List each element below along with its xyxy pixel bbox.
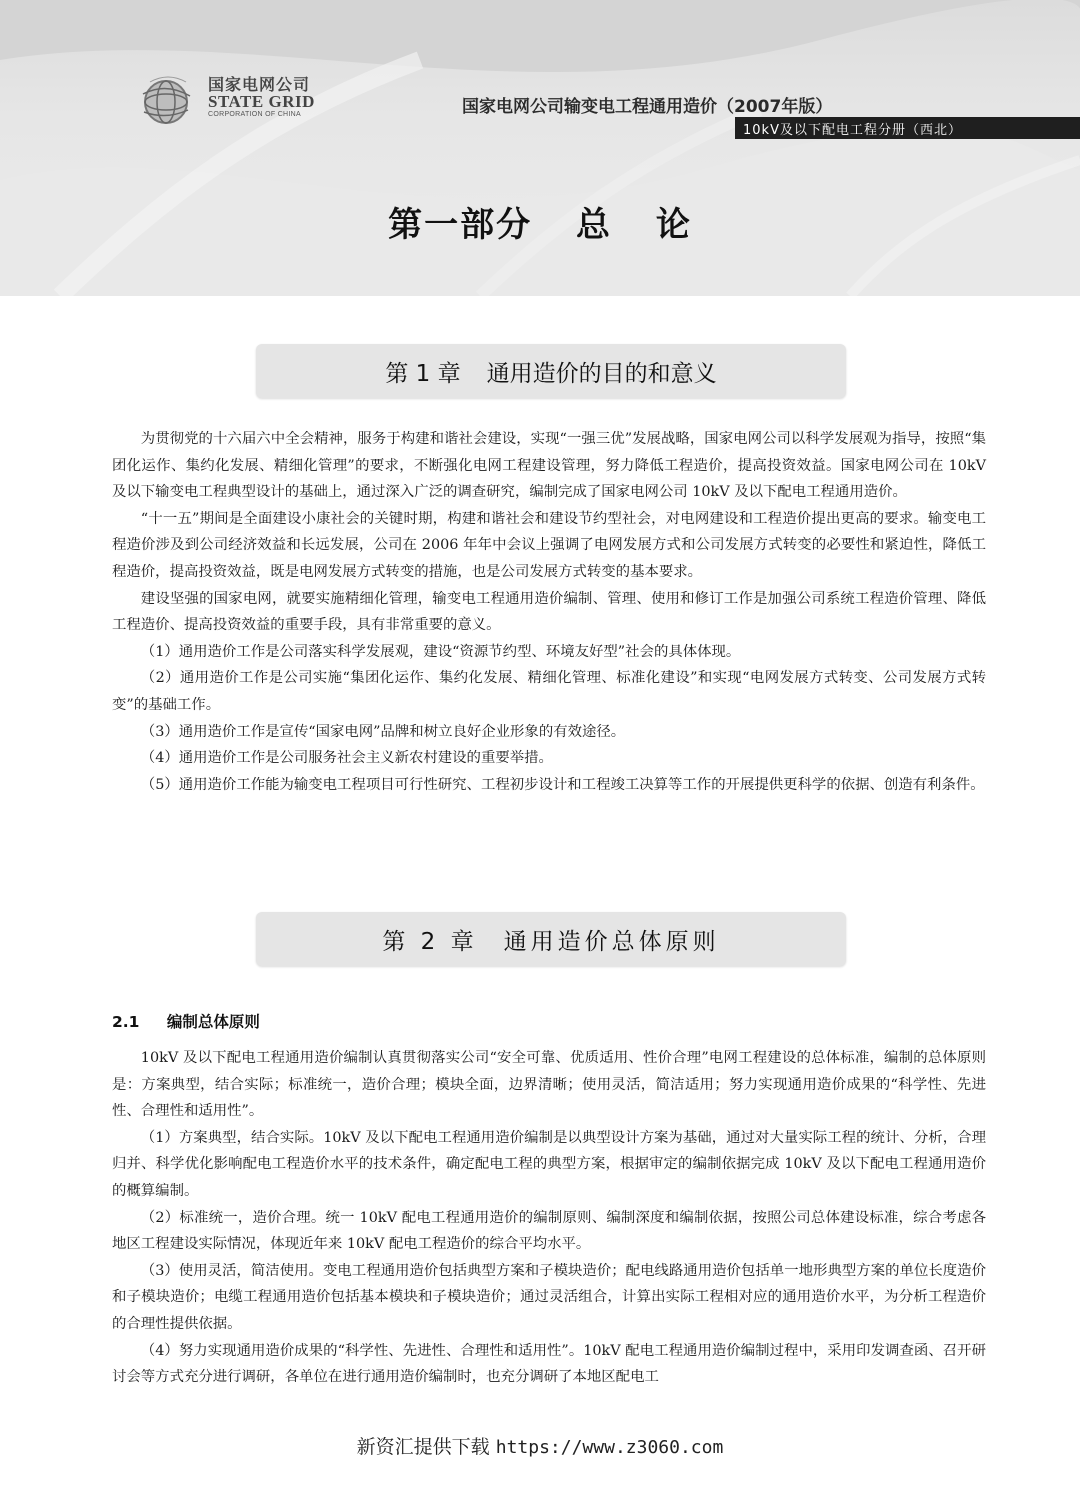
footer-url[interactable]: https://www.z3060.com xyxy=(495,1437,724,1458)
chapter-1-body xyxy=(112,426,986,798)
chapter-number: 第 2 章 xyxy=(382,928,478,955)
header-banner xyxy=(0,0,1080,296)
paragraph: 为贯彻党的十六届六中全会精神，服务于构建和谐社会建设，实现“一强三优”发展战略，国家电网公司以科学发展观为指导，按照“集团化运作、集约化发展、精细化管理”的要求，不断强化电网工程建设管理，努力降低工程造价，提高投资效益。国家电网公司在 10kV 及以下输变电工程典型设计的基础上，通过深入广泛的调查研究，编制完成了国家电网公司 10kV 及以下配电工程通用造价。 xyxy=(112,431,986,501)
paragraph: （3）使用灵活，简洁使用。变电工程通用造价包括典型方案和子模块造价；配电线路通用造价包括单一地形典型方案的单位长度造价和子模块造价；电缆工程通用造价包括基本模块和子模块造价；通过灵活组合，计算出实际工程相对应的通用造价水平，为分析工程造价的合理性提供依据。 xyxy=(112,1262,986,1332)
section-number: 2.1 xyxy=(112,1013,140,1031)
paragraph: “十一五”期间是全面建设小康社会的关键时期，构建和谐社会和建设节约型社会，对电网建设和工程造价提出更高的要求。输变电工程造价涉及到公司经济效益和长远发展，公司在 2006 年年中会议上强调了电网发展方式和公司发展方式转变的必要性和紧迫性，降低工程造价，提高投资效益，既是电网发展方式转变的措施，也是公司发展方式转变的基本要求。 xyxy=(112,510,986,580)
logo-english-name: STATE GRID xyxy=(208,92,315,111)
chapter-number: 第 1 章 xyxy=(385,360,461,387)
paragraph: （4）通用造价工作是公司服务社会主义新农村建设的重要举措。 xyxy=(140,750,553,767)
series-subtitle: 10kV及以下配电工程分册（西北） xyxy=(743,123,962,138)
paragraph: （4）努力实现通用造价成果的“科学性、先进性、合理性和适用性”。10kV 配电工程通用造价编制过程中，采用印发调查函、召开研讨会等方式充分进行调研，各单位在进行通用造价编制时，也充分调研了本地区配电工 xyxy=(112,1342,986,1386)
paragraph: 10kV 及以下配电工程通用造价编制认真贯彻落实公司“安全可靠、优质适用、性价合理”电网工程建设的总体标准，编制的总体原则是：方案典型，结合实际；标准统一，造价合理；模块全面，边界清晰；使用灵活，简洁适用；努力实现通用造价成果的“科学性、先进性、合理性和适用性”。 xyxy=(112,1050,986,1120)
paragraph: （1）方案典型，结合实际。10kV 及以下配电工程通用造价编制是以典型设计方案为基础，通过对大量实际工程的统计、分析，合理归并、科学优化影响配电工程造价水平的技术条件，确定配电工程的典型方案，根据审定的编制依据完成 10kV 及以下配电工程通用造价的概算编制。 xyxy=(112,1129,986,1199)
paragraph: （3）通用造价工作是宣传“国家电网”品牌和树立良好企业形象的有效途径。 xyxy=(140,723,626,740)
chapter-title: 通用造价总体原则 xyxy=(503,928,720,955)
series-title: 国家电网公司输变电工程通用造价（2007年版） xyxy=(462,97,833,117)
footer-text: 新资汇提供下载 xyxy=(356,1436,490,1458)
chapter-title: 通用造价的目的和意义 xyxy=(486,360,717,387)
section-heading xyxy=(112,1010,260,1032)
state-grid-logo xyxy=(140,70,340,130)
paragraph: （2）标准统一，造价合理。统一 10kV 配电工程通用造价的编制原则、编制深度和编制依据，按照公司总体建设标准，综合考虑各地区工程建设实际情况，体现近年来 10kV 配电工程造价的综合平均水平。 xyxy=(112,1209,986,1253)
footer-watermark xyxy=(0,1432,1080,1459)
series-subtitle-strip xyxy=(735,117,1080,139)
chapter-1-heading xyxy=(256,344,846,398)
paragraph: （2）通用造价工作是公司实施“集团化运作、集约化发展、精细化管理、标准化建设”和实现“电网发展方式转变、公司发展方式转变”的基础工作。 xyxy=(112,670,986,713)
chapter-2-heading xyxy=(256,912,846,966)
logo-chinese-name: 国家电网公司 xyxy=(208,75,311,94)
section-2-1-body xyxy=(112,1045,986,1391)
section-title: 编制总体原则 xyxy=(166,1013,260,1031)
part-title: 第一部分 总 论 xyxy=(388,205,692,245)
paragraph: （5）通用造价工作能为输变电工程项目可行性研究、工程初步设计和工程竣工决算等工作的开展提供更科学的依据、创造有利条件。 xyxy=(140,776,985,793)
logo-subtitle: CORPORATION OF CHINA xyxy=(208,111,301,118)
globe-icon xyxy=(140,74,196,126)
paragraph: （1）通用造价工作是公司落实科学发展观，建设“资源节约型、环境友好型”社会的具体体现。 xyxy=(140,643,741,660)
banner-decoration xyxy=(0,0,1080,296)
paragraph: 建设坚强的国家电网，就要实施精细化管理，输变电工程通用造价编制、管理、使用和修订工作是加强公司系统工程造价管理、降低工程造价、提高投资效益的重要手段，具有非常重要的意义。 xyxy=(112,590,986,634)
